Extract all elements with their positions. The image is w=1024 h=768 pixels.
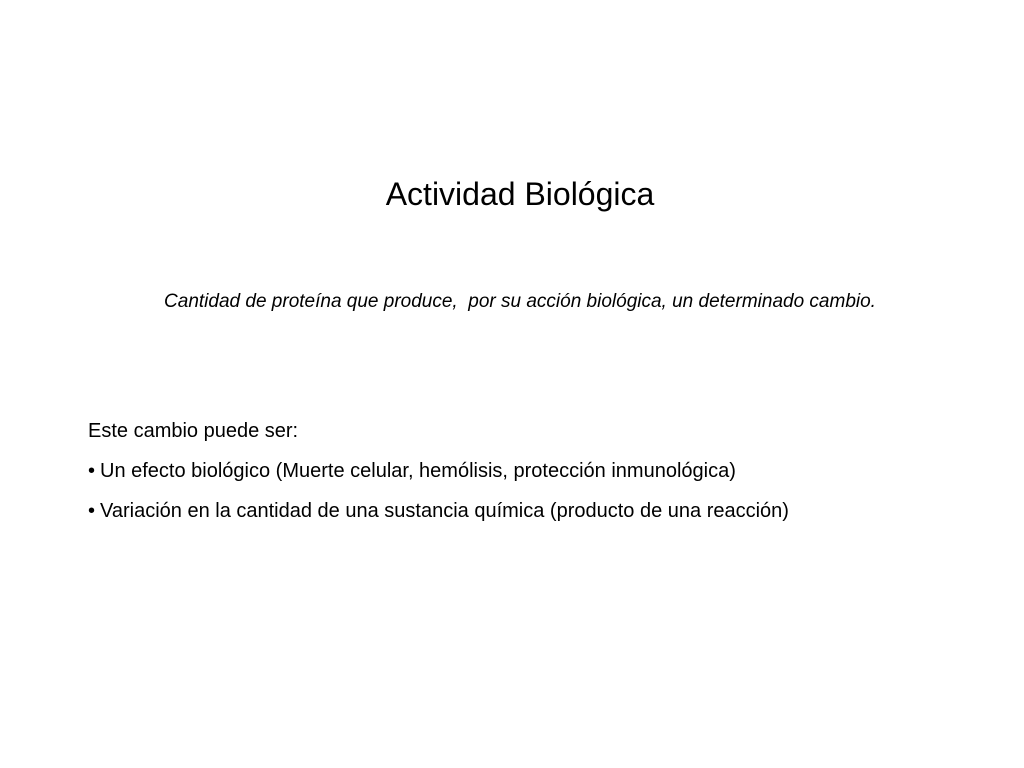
bullet-symbol: • (88, 500, 96, 522)
bullet-item (88, 498, 988, 524)
bullet-item (88, 458, 988, 484)
definition-text: Cantidad de proteína que produce, por su acción biológica, un determinado cambio. (164, 291, 876, 312)
slide-title: Actividad Biológica (385, 176, 655, 212)
bullet-text: Variación en la cantidad de una sustancia química (producto de una reacción) (100, 500, 789, 522)
intro-text: Este cambio puede ser: (88, 420, 299, 442)
body-text-block (88, 418, 988, 538)
bullet-text: Un efecto biológico (Muerte celular, hemólisis, protección inmunológica) (100, 460, 736, 482)
bullet-symbol: • (88, 460, 96, 482)
